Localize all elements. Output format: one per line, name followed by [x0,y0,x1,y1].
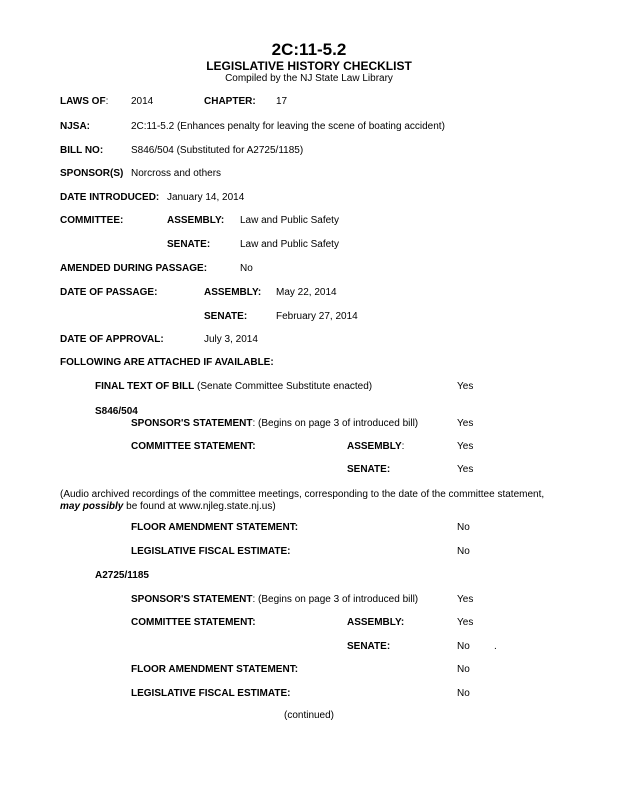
passage-senate-value: February 27, 2014 [276,311,358,322]
a2725-fiscal-value: No [457,688,470,699]
s846-senate-label: SENATE: [347,464,391,475]
passage-senate-label: SENATE: [204,311,248,322]
a2725-sponsor-value: Yes [457,594,474,605]
bill-no-value: S846/504 (Substituted for A2725/1185) [131,145,304,156]
amended-value: No [240,263,253,274]
s846-heading: S846/504 [95,406,138,417]
date-of-approval-label: DATE OF APPROVAL: [60,334,164,345]
njsa-value: 2C:11-5.2 (Enhances penalty for leaving the scene of boating accident) [131,121,445,132]
audio-note: (Audio archived recordings of the committee meetings, corresponding to the date of the committee statement, may possibly be found at www.njleg.state.nj.us) [60,489,545,512]
date-of-passage-label: DATE OF PASSAGE: [60,287,158,298]
page-title: 2C:11-5.2 [271,40,347,59]
committee-assembly-label: ASSEMBLY: [167,215,225,226]
laws-of-label: LAWS OF: [60,96,109,107]
a2725-sponsor-statement: SPONSOR'S STATEMENT: (Begins on page 3 of introduced bill) [131,594,419,605]
checklist-subtitle: LEGISLATIVE HISTORY CHECKLIST [206,59,412,73]
date-introduced-value: January 14, 2014 [167,192,245,203]
s846-assembly-value: Yes [457,441,474,452]
passage-assembly-value: May 22, 2014 [276,287,337,298]
s846-sponsor-value: Yes [457,418,474,429]
s846-fiscal-value: No [457,546,470,557]
final-text-label: FINAL TEXT OF BILL (Senate Committee Substitute enacted) [95,381,373,392]
a2725-senate-trailing-mark: . [494,641,497,652]
chapter-value: 17 [276,96,288,107]
a2725-floor-label: FLOOR AMENDMENT STATEMENT: [131,664,299,675]
committee-senate-value: Law and Public Safety [240,239,339,250]
laws-of-value: 2014 [131,96,154,107]
s846-assembly-label: ASSEMBLY: [347,441,405,452]
s846-floor-label: FLOOR AMENDMENT STATEMENT: [131,522,299,533]
a2725-heading: A2725/1185 [95,570,149,581]
date-introduced-label: DATE INTRODUCED: [60,192,160,203]
committee-label: COMMITTEE: [60,215,124,226]
sponsors-label: SPONSOR(S) [60,168,124,179]
a2725-floor-value: No [457,664,470,675]
a2725-assembly-label: ASSEMBLY: [347,617,405,628]
a2725-senate-value: No [457,641,470,652]
following-heading: FOLLOWING ARE ATTACHED IF AVAILABLE: [60,357,274,368]
a2725-senate-label: SENATE: [347,641,391,652]
njsa-label: NJSA: [60,121,91,132]
committee-senate-label: SENATE: [167,239,211,250]
chapter-label: CHAPTER: [204,96,256,107]
date-of-approval-value: July 3, 2014 [204,334,258,345]
s846-floor-value: No [457,522,470,533]
a2725-committee-label: COMMITTEE STATEMENT: [131,617,256,628]
continued-footer: (continued) [283,710,335,721]
passage-assembly-label: ASSEMBLY: [204,287,262,298]
s846-fiscal-label: LEGISLATIVE FISCAL ESTIMATE: [131,546,291,557]
s846-senate-value: Yes [457,464,474,475]
sponsors-value: Norcross and others [131,168,222,179]
bill-no-label: BILL NO: [60,145,104,156]
a2725-assembly-value: Yes [457,617,474,628]
s846-sponsor-statement: SPONSOR'S STATEMENT: (Begins on page 3 of introduced bill) [131,418,419,429]
amended-label: AMENDED DURING PASSAGE: [60,263,208,274]
committee-assembly-value: Law and Public Safety [240,215,339,226]
a2725-fiscal-label: LEGISLATIVE FISCAL ESTIMATE: [131,688,291,699]
s846-committee-label: COMMITTEE STATEMENT: [131,441,256,452]
compiled-by: Compiled by the NJ State Law Library [225,73,393,84]
final-text-value: Yes [457,381,474,392]
